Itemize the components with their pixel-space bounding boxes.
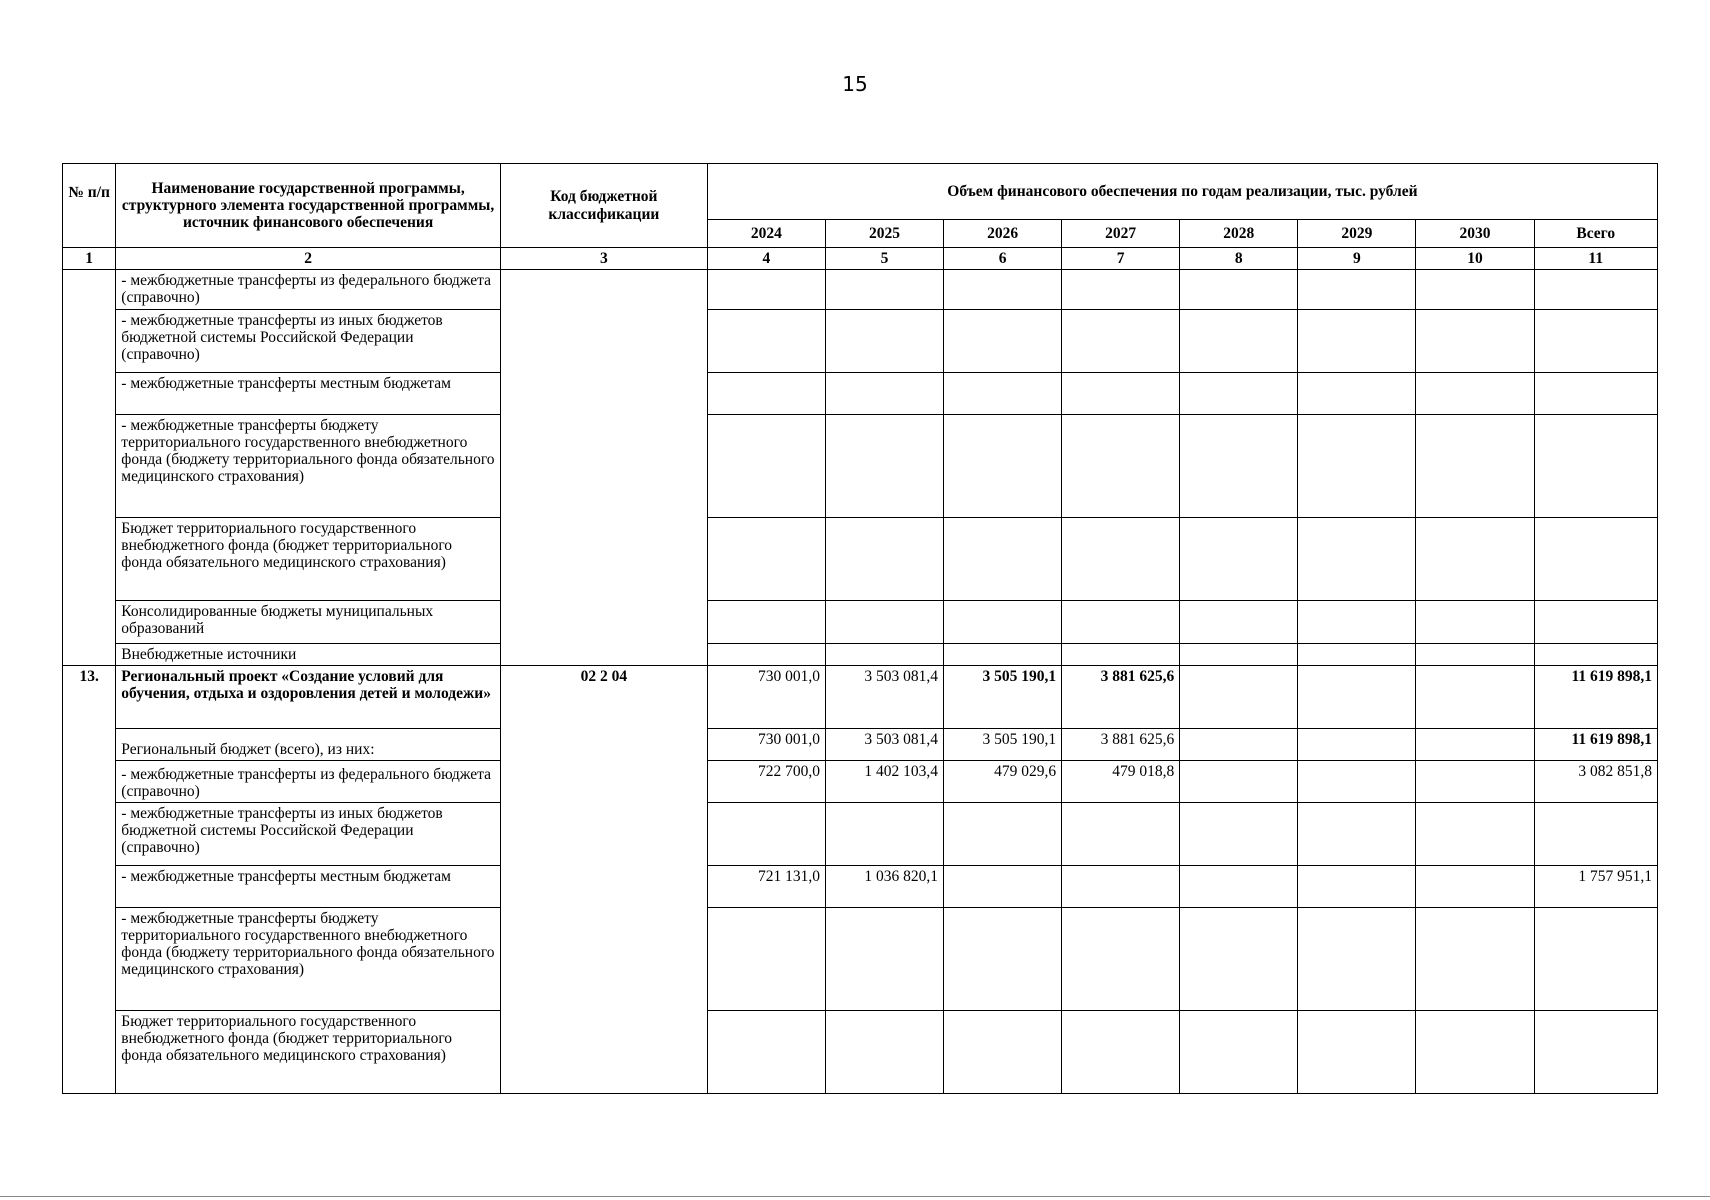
column-number: 9 [1298,248,1416,270]
value-cell [1298,908,1416,1011]
header-year: 2026 [944,220,1062,248]
value-cell [1416,1011,1534,1094]
header-year: 2029 [1298,220,1416,248]
value-cell [944,908,1062,1011]
column-numbers-row [63,248,1658,270]
header-col-code: Код бюджетной классификации [500,164,707,248]
column-number: 3 [500,248,707,270]
value-cell [707,803,825,866]
value-cell: 730 001,0 [707,729,825,761]
row-name: Бюджет территориального государственного внебюджетного фонда (бюджет территориального фонда обязательного медицинского страхования) [116,1011,501,1094]
budget-table [62,163,1658,1094]
value-cell [1298,1011,1416,1094]
value-cell [1298,866,1416,908]
table-row [63,310,1658,373]
value-cell [1416,803,1534,866]
header-year: 2024 [707,220,825,248]
value-cell: 11 619 898,1 [1534,666,1658,729]
header-year: 2028 [1180,220,1298,248]
table-row [63,729,1658,761]
section-number: 13. [63,666,116,1094]
value-cell [1180,1011,1298,1094]
row-name: Консолидированные бюджеты муниципальных образований [116,601,501,644]
value-cell [825,1011,943,1094]
column-number: 4 [707,248,825,270]
table-row [63,518,1658,601]
value-cell: 1 757 951,1 [1534,866,1658,908]
value-cell [825,803,943,866]
value-cell [1416,761,1534,803]
value-cell [1298,729,1416,761]
row-number-cell [63,270,116,666]
value-cell: 479 018,8 [1062,761,1180,803]
value-cell: 3 881 625,6 [1062,729,1180,761]
value-cell [1534,908,1658,1011]
value-cell [1180,729,1298,761]
header-col-no: № п/п [63,164,116,248]
value-cell [1298,803,1416,866]
value-cell: 730 001,0 [707,666,825,729]
page-edge-rule [0,1196,1710,1197]
row-name: - межбюджетные трансферты местным бюджетам [116,866,501,908]
row-name: - межбюджетные трансферты бюджету территориального государственного внебюджетного фонда (бюджету территориального фонда обязательного медицинского страхования) [116,908,501,1011]
row-name: - межбюджетные трансферты бюджету территориального государственного внебюджетного фонда (бюджету территориального фонда обязательного медицинского страхования) [116,415,501,518]
value-cell: 3 082 851,8 [1534,761,1658,803]
row-name: Внебюджетные источники [116,644,501,666]
value-cell [825,908,943,1011]
value-cell [1180,761,1298,803]
table-row [63,908,1658,1011]
value-cell: 1 036 820,1 [825,866,943,908]
column-number: 10 [1416,248,1534,270]
value-cell [1180,666,1298,729]
header-year: 2030 [1416,220,1534,248]
value-cell: 721 131,0 [707,866,825,908]
value-cell: 3 503 081,4 [825,666,943,729]
value-cell [1416,908,1534,1011]
table-row [63,761,1658,803]
row-name: - межбюджетные трансферты из иных бюджетов бюджетной системы Российской Федерации (справочно) [116,803,501,866]
value-cell [1062,866,1180,908]
column-number: 8 [1180,248,1298,270]
value-cell: 479 029,6 [944,761,1062,803]
header-year: 2025 [825,220,943,248]
column-number: 5 [825,248,943,270]
value-cell [1416,666,1534,729]
header-year-total: Всего [1534,220,1658,248]
header-year: 2027 [1062,220,1180,248]
table-row [63,601,1658,644]
value-cell [1416,866,1534,908]
value-cell: 11 619 898,1 [1534,729,1658,761]
table-row [63,666,1658,729]
column-number: 6 [944,248,1062,270]
table-row [63,803,1658,866]
table-row [63,644,1658,666]
value-cell [944,803,1062,866]
column-number: 2 [116,248,501,270]
row-name: Региональный проект «Создание условий для обучения, отдыха и оздоровления детей и молодежи» [116,666,501,729]
column-number: 7 [1062,248,1180,270]
table-row [63,373,1658,415]
column-number: 1 [63,248,116,270]
value-cell [1534,803,1658,866]
value-cell [1180,866,1298,908]
value-cell [1298,761,1416,803]
table-row [63,1011,1658,1094]
page-number: 15 [842,72,868,96]
table-row [63,270,1658,310]
row-name: - межбюджетные трансферты из федерального бюджета (справочно) [116,761,501,803]
value-cell [1416,729,1534,761]
row-name: - межбюджетные трансферты местным бюджетам [116,373,501,415]
value-cell [707,908,825,1011]
value-cell [707,1011,825,1094]
value-cell [1534,1011,1658,1094]
value-cell: 3 503 081,4 [825,729,943,761]
value-cell [1180,908,1298,1011]
column-number: 11 [1534,248,1658,270]
value-cell [944,866,1062,908]
table-row [63,866,1658,908]
row-name: Региональный бюджет (всего), из них: [116,729,501,761]
row-name: - межбюджетные трансферты из иных бюджетов бюджетной системы Российской Федерации (справочно) [116,310,501,373]
value-cell [1180,803,1298,866]
value-cell [1298,666,1416,729]
table-row [63,415,1658,518]
header-col-name: Наименование государственной программы, структурного элемента государственной программы, источник финансового обеспечения [116,164,501,248]
value-cell: 1 402 103,4 [825,761,943,803]
section-code: 02 2 04 [500,666,707,1094]
row-name: - межбюджетные трансферты из федерального бюджета (справочно) [116,270,501,310]
value-cell [1062,1011,1180,1094]
value-cell: 3 505 190,1 [944,729,1062,761]
value-cell [944,1011,1062,1094]
row-code-cell [500,270,707,666]
value-cell [1062,908,1180,1011]
value-cell: 3 505 190,1 [944,666,1062,729]
value-cell [1062,803,1180,866]
value-cell: 3 881 625,6 [1062,666,1180,729]
header-col-volume: Объем финансового обеспечения по годам реализации, тыс. рублей [707,164,1657,220]
row-name: Бюджет территориального государственного внебюджетного фонда (бюджет территориального фонда обязательного медицинского страхования) [116,518,501,601]
value-cell: 722 700,0 [707,761,825,803]
